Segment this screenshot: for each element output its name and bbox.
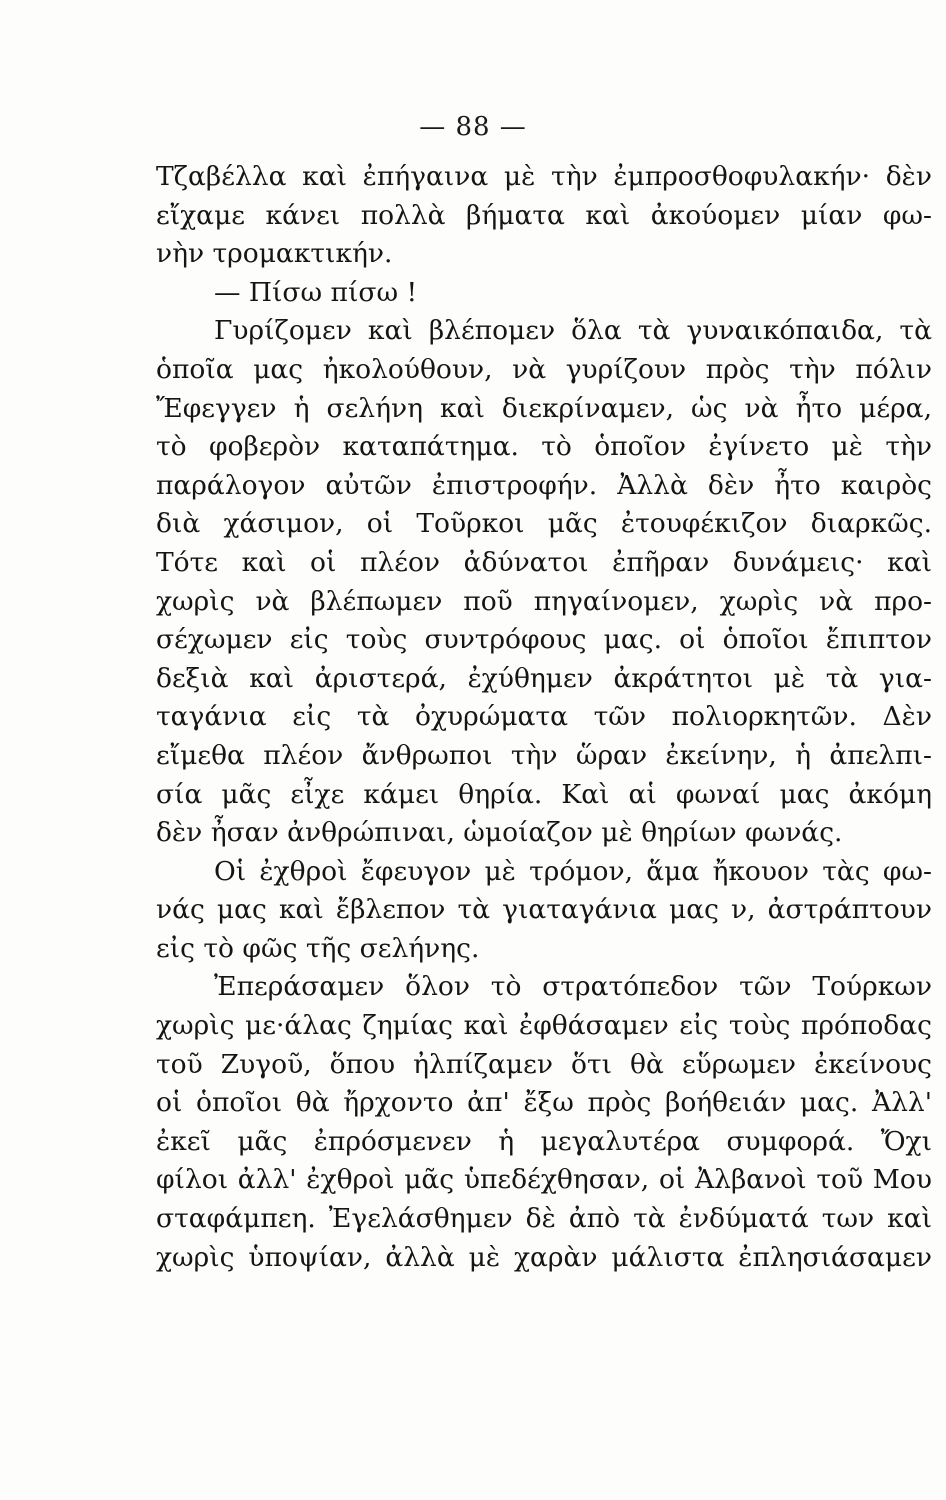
text-line: Οἱ ἐχθροὶ ἔφευγον μὲ τρόμον, ἅμα ἤκουον τὰς φω- (214, 855, 932, 887)
text-line: — Πίσω πίσω ! (214, 276, 418, 308)
text-line: χωρὶς ὑποψίαν, ἀλλὰ μὲ χαρὰν μάλιστα ἐπλησιάσαμεν (156, 1241, 932, 1273)
page-number: — 88 — (419, 112, 527, 142)
text-line: τοῦ Ζυγοῦ, ὅπου ἠλπίζαμεν ὅτι θὰ εὕρωμεν ἐκείνους (156, 1048, 932, 1080)
text-line: χωρὶς νὰ βλέπωμεν ποῦ πηγαίνομεν, χωρὶς νὰ προ- (156, 585, 932, 617)
body-text (156, 158, 932, 1277)
text-line: δὲν ἦσαν ἀνθρώπιναι, ὡμοίαζον μὲ θηρίων φωνάς. (156, 817, 843, 849)
text-line: τὸ φοβερὸν καταπάτημα. τὸ ὁποῖον ἐγίνετο μὲ τὴν (156, 431, 932, 463)
text-line: οἱ ὁποῖοι θὰ ἤρχοντο ἀπ' ἔξω πρὸς βοήθειάν μας. Ἀλλ' (156, 1087, 932, 1119)
text-line: φίλοι ἀλλ' ἐχθροὶ μᾶς ὑπεδέχθησαν, οἱ Ἀλβανοὶ τοῦ Μου (156, 1164, 932, 1196)
text-line: Τζαβέλλα καὶ ἐπήγαινα μὲ τὴν ἐμπροσθοφυλακήν· δὲν (156, 161, 932, 192)
text-line: ἐκεῖ μᾶς ἐπρόσμενεν ἡ μεγαλυτέρα συμφορά. Ὄχι (156, 1125, 932, 1157)
text-line: σταφάμπεη. Ἐγελάσθημεν δὲ ἀπὸ τὰ ἐνδύματά των καὶ (156, 1203, 932, 1235)
text-line: σέχωμεν εἰς τοὺς συντρόφους μας. οἱ ὁποῖοι ἔπιπτον (156, 624, 932, 656)
text-line: Ἔφεγγεν ἡ σελήνη καὶ διεκρίναμεν, ὡς νὰ ἦτο μέρα, (156, 392, 932, 424)
text-line: ταγάνια εἰς τὰ ὀχυρώματα τῶν πολιορκητῶν. Δὲν (156, 701, 932, 733)
text-line: εἴμεθα πλέον ἄνθρωποι τὴν ὥραν ἐκείνην, ἡ ἀπελπι- (156, 739, 932, 771)
text-line: νάς μας καὶ ἔβλεπον τὰ γιαταγάνια μας ν, ἀστράπτουν (156, 894, 932, 926)
text-line: δεξιὰ καὶ ἀριστερά, ἐχύθημεν ἀκράτητοι μὲ τὰ για- (156, 662, 932, 694)
text-line: Γυρίζομεν καὶ βλέπομεν ὅλα τὰ γυναικόπαιδα, τὰ (214, 315, 932, 347)
text-line: εἰς τὸ φῶς τῆς σελήνης. (156, 932, 480, 964)
text-line: Τότε καὶ οἱ πλέον ἀδύνατοι ἐπῆραν δυνάμεις· καὶ (156, 546, 932, 578)
text-line: νὴν τρομακτικήν. (156, 238, 393, 270)
text-line: ὁποῖα μας ἠκολούθουν, νὰ γυρίζουν πρὸς τὴν πόλιν (156, 353, 932, 385)
text-line: παράλογον αὐτῶν ἐπιστροφήν. Ἀλλὰ δὲν ἦτο καιρὸς (156, 469, 932, 501)
text-line: διὰ χάσιμον, οἱ Τοῦρκοι μᾶς ἐτουφέκιζον διαρκῶς. (156, 508, 932, 540)
text-line: Ἐπεράσαμεν ὅλον τὸ στρατόπεδον τῶν Τούρκων (214, 971, 932, 1003)
text-line: σία μᾶς εἶχε κάμει θηρία. Καὶ αἱ φωναί μας ἀκόμη (156, 778, 932, 810)
text-line: χωρὶς με·άλας ζημίας καὶ ἐφθάσαμεν εἰς τοὺς πρόποδας (156, 1010, 932, 1042)
text-line: εἴχαμε κάνει πολλὰ βήματα καὶ ἀκούομεν μίαν φω- (156, 199, 932, 231)
